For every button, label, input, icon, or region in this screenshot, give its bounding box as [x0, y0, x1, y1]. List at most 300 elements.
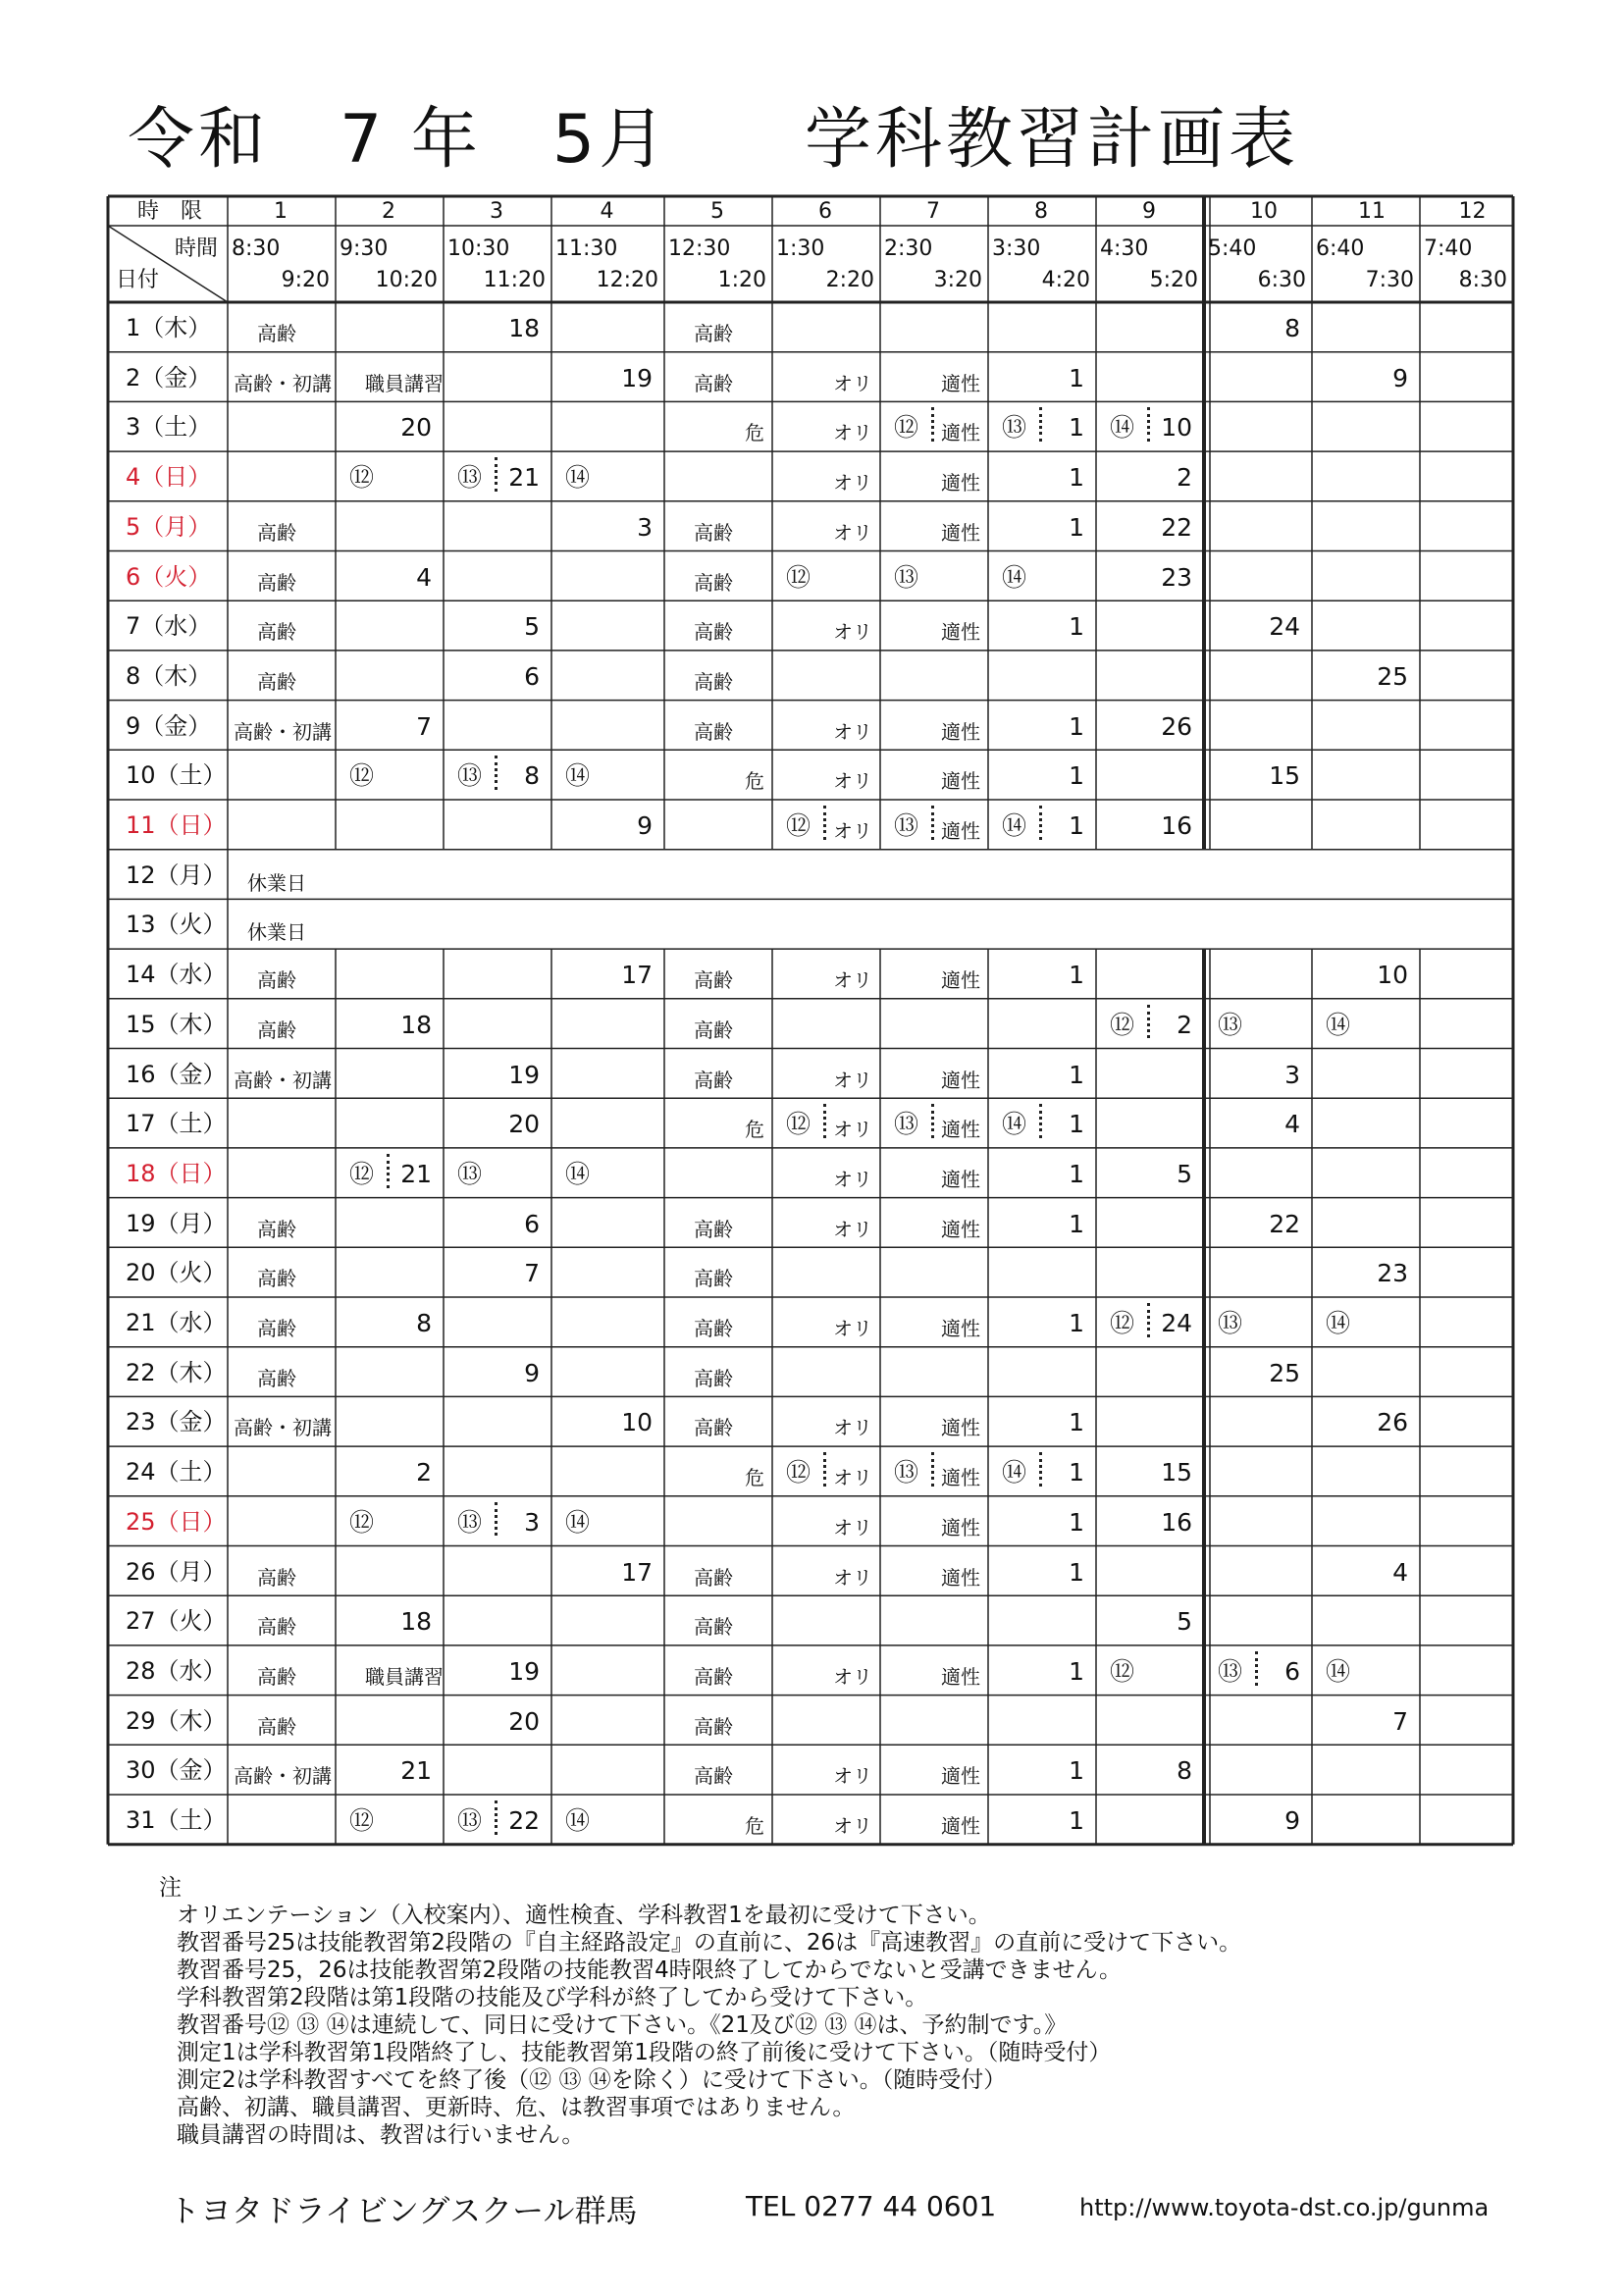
cell-note: オリ [833, 1565, 872, 1590]
lesson-mark: ⑬ [1218, 1656, 1243, 1686]
cell-note: オリ [833, 968, 872, 993]
cell-note: オリ [833, 1466, 872, 1490]
notes-title: 注 [159, 1875, 182, 1901]
lesson-number: 9 [637, 811, 653, 840]
lesson-number: 1 [1069, 363, 1084, 392]
school-url[interactable]: http://www.toyota-dst.co.jp/gunma [1079, 2194, 1490, 2221]
page-title: 学科教習計画表 [805, 101, 1300, 179]
row-date: 13（火） [126, 911, 227, 939]
lesson-number: 4 [1284, 1110, 1300, 1139]
lesson-number: 9 [1392, 363, 1408, 392]
lesson-number: 1 [1069, 1209, 1084, 1238]
period-number: 7 [926, 199, 940, 224]
cell-note: 適性 [941, 1814, 980, 1838]
row-date: 23（金） [126, 1408, 227, 1436]
notes-section [159, 1874, 1241, 2149]
period-start-time: 12:30 [668, 236, 731, 261]
lesson-number: 9 [524, 1358, 540, 1387]
lesson-number: 20 [508, 1110, 540, 1139]
cell-note: 高齢 [694, 520, 733, 545]
lesson-number: 1 [1069, 512, 1084, 542]
lesson-number: 1 [1069, 711, 1084, 741]
lesson-mark: ⑬ [457, 1806, 483, 1835]
lesson-mark: ⑭ [1002, 562, 1027, 592]
cell-note: 高齢 [694, 1217, 733, 1241]
lesson-number: 1 [1069, 463, 1084, 493]
lesson-number: 1 [1069, 1507, 1084, 1537]
period-start-time: 7:40 [1424, 236, 1473, 261]
period-start-time: 5:40 [1208, 236, 1257, 261]
row-date: 2（金） [126, 363, 212, 391]
note-line: 教習番号⑫ ⑬ ⑭は連続して、同日に受けて下さい。《21及び⑫ ⑬ ⑭は、予約制です。》 [177, 2012, 1068, 2038]
divider-dots [931, 1452, 934, 1487]
lesson-number: 18 [508, 314, 540, 342]
cell-note: 高齢・初講 [234, 719, 332, 744]
row-date: 20（火） [126, 1259, 227, 1287]
row-date: 30（金） [126, 1756, 227, 1785]
divider-dots [1147, 1303, 1150, 1337]
period-end-time: 10:20 [375, 268, 438, 292]
lesson-number: 24 [1161, 1309, 1192, 1337]
cell-note: 適性 [941, 620, 980, 645]
lesson-number: 15 [1161, 1458, 1192, 1487]
cell-note: 高齢 [694, 1317, 733, 1340]
lesson-number: 1 [1069, 1408, 1084, 1437]
lesson-number: 1 [1069, 1656, 1084, 1686]
cell-note: オリ [833, 520, 872, 545]
lesson-mark: ⑭ [565, 1507, 591, 1537]
row-date: 29（木） [126, 1706, 227, 1735]
cell-note: 高齢 [257, 1366, 296, 1390]
cell-note: 適性 [941, 1317, 980, 1340]
period-number: 5 [710, 199, 724, 224]
row-date: 28（水） [126, 1656, 227, 1685]
cell-note: 高齢 [257, 620, 296, 645]
page-title-date: 令和 7 年 5月 [128, 101, 670, 179]
header-period-label: 時 限 [137, 199, 203, 224]
cell-note: 高齢 [257, 1018, 296, 1042]
lesson-number: 23 [1377, 1259, 1408, 1288]
cell-note: 危 [745, 769, 764, 794]
cell-note: 適性 [941, 1466, 980, 1490]
lesson-mark: ⑬ [894, 1458, 919, 1487]
lesson-mark: ⑭ [1002, 811, 1027, 840]
lesson-number: 8 [524, 761, 540, 791]
cell-note: オリ [833, 421, 872, 445]
divider-dots [495, 756, 497, 790]
lesson-mark: ⑭ [1326, 1309, 1351, 1337]
period-end-time: 7:30 [1365, 268, 1414, 292]
period-number: 10 [1250, 199, 1278, 224]
lesson-mark: ⑭ [565, 463, 591, 493]
lesson-number: 1 [1069, 1110, 1084, 1139]
lesson-number: 1 [1069, 1806, 1084, 1835]
lesson-number: 2 [416, 1458, 432, 1487]
note-line: 職員講習の時間は、教習は行いません。 [177, 2122, 585, 2148]
period-start-time: 11:30 [555, 236, 618, 261]
lesson-mark: ⑬ [1218, 1309, 1243, 1337]
lesson-mark: ⑭ [1002, 1110, 1027, 1139]
note-line: 教習番号25は技能教習第2段階の『自主経路設定』の直前に、26は『高速教習』の直前に受けて下さい。 [177, 1930, 1242, 1956]
lesson-number: 7 [524, 1259, 540, 1288]
divider-dots [1255, 1651, 1258, 1686]
lesson-number: 4 [416, 562, 432, 592]
period-number: 1 [274, 199, 288, 224]
cell-note: 高齢 [694, 322, 733, 345]
lesson-number: 3 [1284, 1060, 1300, 1089]
divider-dots [823, 806, 826, 840]
row-date: 24（土） [126, 1458, 227, 1487]
period-end-time: 9:20 [281, 268, 330, 292]
period-end-time: 12:20 [596, 268, 658, 292]
cell-note: オリ [833, 1317, 872, 1340]
lesson-number: 8 [416, 1309, 432, 1337]
lesson-number: 1 [1069, 1458, 1084, 1487]
lesson-number: 9 [1284, 1806, 1300, 1835]
cell-note: オリ [833, 1664, 872, 1689]
row-date: 6（火） [126, 562, 212, 591]
divider-dots [823, 1104, 826, 1138]
lesson-mark: ⑫ [349, 1806, 375, 1835]
cell-note: 高齢 [694, 1664, 733, 1689]
cell-note: 危 [745, 1466, 764, 1490]
lesson-number: 8 [1284, 314, 1300, 342]
cell-note: 高齢 [694, 1068, 733, 1092]
cell-note: 適性 [941, 719, 980, 744]
lesson-mark: ⑬ [1002, 413, 1027, 443]
cell-note: 高齢 [257, 520, 296, 545]
lesson-number: 3 [637, 512, 653, 542]
cell-note: 適性 [941, 1565, 980, 1590]
row-date: 25（日） [126, 1507, 227, 1536]
cell-note: 高齢 [694, 1267, 733, 1291]
period-start-time: 2:30 [884, 236, 933, 261]
divider-dots [1147, 407, 1150, 442]
row-date: 5（月） [126, 512, 212, 541]
school-name: トヨタドライビングスクール群馬 [169, 2192, 638, 2229]
divider-dots [495, 1800, 497, 1835]
closed-day-label: 休業日 [247, 870, 306, 895]
cell-note: 高齢 [694, 968, 733, 993]
lesson-mark: ⑬ [457, 1159, 483, 1188]
lesson-number: 1 [1069, 761, 1084, 791]
lesson-number: 21 [508, 463, 540, 493]
lesson-number: 1 [1069, 811, 1084, 840]
lesson-number: 21 [400, 1159, 432, 1188]
lesson-number: 3 [524, 1507, 540, 1537]
cell-note: オリ [833, 1068, 872, 1092]
lesson-mark: ⑫ [1110, 1656, 1135, 1686]
period-start-time: 8:30 [232, 236, 281, 261]
cell-note: 高齢 [257, 1565, 296, 1590]
lesson-number: 1 [1069, 1159, 1084, 1188]
cell-note: 適性 [941, 769, 980, 794]
lesson-number: 16 [1161, 1507, 1192, 1537]
lesson-number: 10 [1377, 961, 1408, 990]
cell-note: 職員講習 [365, 1664, 444, 1689]
cell-note: 危 [745, 421, 764, 445]
lesson-number: 23 [1161, 562, 1192, 592]
row-date: 19（月） [126, 1209, 227, 1237]
lesson-number: 1 [1069, 1309, 1084, 1337]
cell-note: 適性 [941, 1167, 980, 1191]
cell-note: オリ [833, 471, 872, 496]
cell-note: 高齢 [257, 1664, 296, 1689]
lesson-number: 16 [1161, 811, 1192, 840]
cell-note: 高齢 [257, 1317, 296, 1340]
lesson-mark: ⑬ [894, 811, 919, 840]
lesson-mark: ⑭ [565, 1806, 591, 1835]
lesson-number: 8 [1177, 1756, 1192, 1786]
divider-dots [823, 1452, 826, 1487]
cell-note: オリ [833, 1416, 872, 1440]
row-date: 21（水） [126, 1309, 227, 1336]
lesson-number: 1 [1069, 961, 1084, 990]
lesson-number: 20 [400, 413, 432, 443]
row-date: 4（日） [126, 463, 212, 492]
row-date: 10（土） [126, 761, 227, 790]
period-number: 9 [1142, 199, 1156, 224]
cell-note: 高齢 [694, 1366, 733, 1390]
cell-note: オリ [833, 1118, 872, 1142]
cell-note: 適性 [941, 1416, 980, 1440]
cell-note: 危 [745, 1118, 764, 1142]
cell-note: 適性 [941, 421, 980, 445]
lesson-mark: ⑭ [1326, 1010, 1351, 1039]
period-start-time: 10:30 [447, 236, 510, 261]
period-number: 11 [1358, 199, 1386, 224]
lesson-number: 22 [1269, 1209, 1300, 1238]
lesson-number: 17 [621, 1557, 653, 1587]
lesson-number: 18 [400, 1607, 432, 1637]
lesson-number: 7 [416, 711, 432, 741]
cell-note: 高齢 [694, 1714, 733, 1739]
row-date: 1（木） [126, 314, 212, 341]
cell-note: 高齢 [694, 719, 733, 744]
row-date: 9（金） [126, 711, 212, 740]
lesson-number: 25 [1377, 661, 1408, 691]
lesson-number: 1 [1069, 612, 1084, 642]
period-start-time: 9:30 [340, 236, 389, 261]
lesson-number: 22 [1161, 512, 1192, 542]
lesson-number: 19 [508, 1656, 540, 1686]
note-line: 測定1は学科教習第1段階終了し、技能教習第1段階の終了前後に受けて下さい。（随時受付） [177, 2040, 1112, 2065]
school-phone: TEL 0277 44 0601 [746, 2190, 997, 2222]
cell-note: オリ [833, 1515, 872, 1539]
cell-note: 高齢 [694, 1615, 733, 1640]
lesson-mark: ⑬ [1218, 1010, 1243, 1039]
lesson-mark: ⑭ [1110, 413, 1135, 443]
row-date: 17（土） [126, 1110, 227, 1138]
cell-note: オリ [833, 769, 872, 794]
lesson-number: 5 [1177, 1159, 1192, 1188]
divider-dots [931, 806, 934, 840]
cell-note: 高齢 [694, 371, 733, 395]
cell-note: オリ [833, 620, 872, 645]
lesson-number: 24 [1269, 612, 1300, 642]
cell-note: 高齢 [257, 669, 296, 694]
row-date: 16（金） [126, 1060, 227, 1088]
divider-dots [495, 1502, 497, 1537]
row-date: 18（日） [126, 1159, 227, 1187]
period-start-time: 1:30 [776, 236, 825, 261]
note-line: オリエンテーション（入校案内）、適性検査、学科教習1を最初に受けて下さい。 [177, 1903, 991, 1928]
period-end-time: 2:20 [825, 268, 874, 292]
period-end-time: 4:20 [1041, 268, 1090, 292]
lesson-number: 17 [621, 961, 653, 990]
lesson-mark: ⑫ [786, 811, 812, 840]
lesson-number: 7 [1392, 1706, 1408, 1736]
cell-note: 高齢 [257, 968, 296, 993]
cell-note: オリ [833, 371, 872, 395]
cell-note: 高齢・初講 [234, 1416, 332, 1440]
lesson-number: 15 [1269, 761, 1300, 791]
lesson-mark: ⑭ [1326, 1656, 1351, 1686]
cell-note: 高齢 [694, 1764, 733, 1789]
row-date: 26（月） [126, 1557, 227, 1586]
divider-dots [1147, 1005, 1150, 1039]
period-number: 8 [1034, 199, 1048, 224]
divider-dots [1039, 806, 1042, 840]
cell-note: 適性 [941, 471, 980, 496]
row-date: 7（水） [126, 612, 212, 641]
divider-dots [387, 1154, 390, 1188]
cell-note: 適性 [941, 1068, 980, 1092]
note-line: 高齢、初講、職員講習、更新時、危、は教習事項ではありません。 [177, 2095, 856, 2120]
lesson-number: 2 [1177, 1010, 1192, 1039]
lesson-mark: ⑬ [894, 1110, 919, 1139]
lesson-number: 21 [400, 1756, 432, 1786]
divider-dots [1039, 407, 1042, 442]
lesson-mark: ⑬ [894, 562, 919, 592]
lesson-number: 25 [1269, 1358, 1300, 1387]
row-date: 31（土） [126, 1806, 227, 1834]
row-date: 22（木） [126, 1358, 227, 1386]
period-number: 2 [382, 199, 395, 224]
lesson-mark: ⑫ [786, 1458, 812, 1487]
cell-note: 適性 [941, 968, 980, 993]
cell-note: 適性 [941, 1118, 980, 1142]
lesson-number: 1 [1069, 1557, 1084, 1587]
period-end-time: 6:30 [1257, 268, 1306, 292]
lesson-number: 5 [524, 612, 540, 642]
lesson-number: 26 [1161, 711, 1192, 741]
lesson-number: 10 [1161, 413, 1192, 443]
lesson-mark: ⑭ [565, 1159, 591, 1188]
cell-note: 適性 [941, 819, 980, 843]
divider-dots [1039, 1452, 1042, 1487]
cell-note: 高齢 [257, 322, 296, 345]
header-date-label: 日付 [116, 268, 160, 292]
cell-note: 適性 [941, 520, 980, 545]
row-date: 3（土） [126, 413, 212, 442]
lesson-number: 19 [508, 1060, 540, 1089]
note-line: 学科教習第2段階は第1段階の技能及び学科が終了してから受けて下さい。 [177, 1985, 928, 2010]
row-date: 14（水） [126, 961, 227, 989]
lesson-number: 1 [1069, 413, 1084, 443]
lesson-number: 5 [1177, 1607, 1192, 1637]
lesson-number: 4 [1392, 1557, 1408, 1587]
period-start-time: 4:30 [1100, 236, 1149, 261]
cell-note: 高齢 [257, 570, 296, 595]
cell-note: 高齢 [694, 570, 733, 595]
lesson-mark: ⑫ [894, 413, 919, 443]
lesson-mark: ⑫ [1110, 1309, 1135, 1337]
cell-note: 高齢 [694, 620, 733, 645]
lesson-mark: ⑫ [349, 1159, 375, 1188]
row-date: 15（木） [126, 1010, 227, 1038]
lesson-number: 18 [400, 1010, 432, 1039]
lesson-mark: ⑬ [457, 1507, 483, 1537]
cell-note: 高齢 [694, 1416, 733, 1440]
cell-note: 高齢 [694, 1565, 733, 1590]
period-start-time: 3:30 [992, 236, 1041, 261]
lesson-mark: ⑫ [349, 463, 375, 493]
period-number: 6 [818, 199, 832, 224]
period-number: 3 [490, 199, 503, 224]
cell-note: 適性 [941, 1764, 980, 1789]
row-date: 12（月） [126, 861, 227, 889]
cell-note: 適性 [941, 1664, 980, 1689]
period-end-time: 3:20 [933, 268, 982, 292]
lesson-mark: ⑭ [565, 761, 591, 791]
cell-note: オリ [833, 1814, 872, 1838]
period-end-time: 11:20 [483, 268, 546, 292]
note-line: 教習番号25，26は技能教習第2段階の技能教習4時限終了してからでないと受講できません。 [177, 1957, 1122, 1983]
cell-note: 適性 [941, 371, 980, 395]
lesson-number: 22 [508, 1806, 540, 1835]
cell-note: 適性 [941, 1217, 980, 1241]
row-date: 11（日） [126, 811, 227, 839]
divider-dots [931, 407, 934, 442]
period-number: 4 [600, 199, 614, 224]
lesson-number: 6 [1284, 1656, 1300, 1686]
cell-note: 適性 [941, 1515, 980, 1539]
header-time-label: 時間 [175, 236, 219, 261]
period-end-time: 8:30 [1458, 268, 1507, 292]
period-end-time: 5:20 [1149, 268, 1198, 292]
closed-day-label: 休業日 [247, 920, 306, 945]
divider-dots [1039, 1104, 1042, 1138]
lesson-mark: ⑫ [349, 761, 375, 791]
cell-note: 高齢 [694, 669, 733, 694]
period-end-time: 1:20 [717, 268, 766, 292]
lesson-number: 20 [508, 1706, 540, 1736]
lesson-number: 10 [621, 1408, 653, 1437]
period-number: 12 [1458, 199, 1487, 224]
lesson-mark: ⑫ [349, 1507, 375, 1537]
cell-note: 職員講習 [365, 371, 444, 395]
lesson-number: 6 [524, 1209, 540, 1238]
divider-dots [931, 1104, 934, 1138]
note-line: 測定2は学科教習すべてを終了後（⑫ ⑬ ⑭を除く）に受けて下さい。（随時受付） [177, 2067, 1007, 2093]
cell-note: 高齢 [257, 1615, 296, 1640]
cell-note: オリ [833, 1217, 872, 1241]
cell-note: 高齢・初講 [234, 371, 332, 395]
lesson-mark: ⑬ [457, 761, 483, 791]
cell-note: 高齢 [257, 1714, 296, 1739]
cell-note: 高齢・初講 [234, 1764, 332, 1789]
cell-note: 高齢 [257, 1217, 296, 1241]
lesson-mark: ⑫ [786, 562, 812, 592]
cell-note: オリ [833, 719, 872, 744]
lesson-number: 2 [1177, 463, 1192, 493]
lesson-number: 26 [1377, 1408, 1408, 1437]
lesson-number: 6 [524, 661, 540, 691]
cell-note: 高齢 [694, 1018, 733, 1042]
lesson-number: 1 [1069, 1756, 1084, 1786]
cell-note: オリ [833, 1167, 872, 1191]
